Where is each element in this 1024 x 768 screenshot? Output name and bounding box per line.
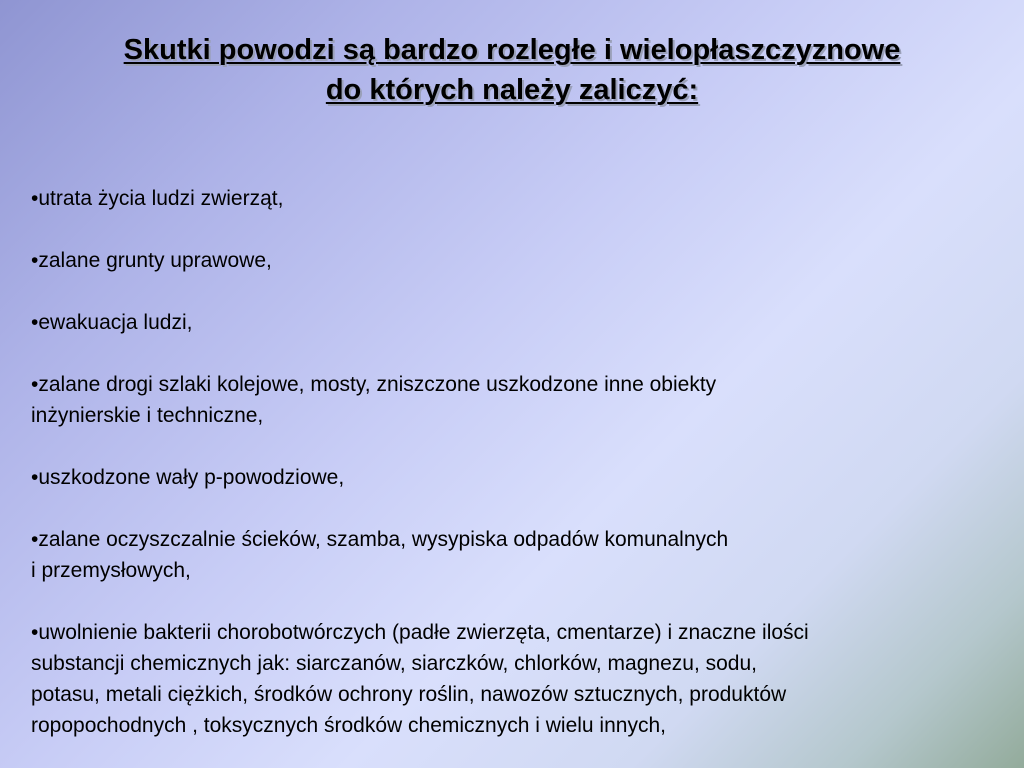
bullet-item-text: ewakuacja ludzi,	[38, 311, 193, 334]
bullet-item-text-line-2: substancji chemicznych jak: siarczanów, siarczków, chlorków, magnezu, sodu,	[31, 652, 757, 675]
bullet-point-icon: •	[31, 373, 39, 396]
bullet-item-7	[31, 617, 991, 741]
bullet-item-text-line-1: zalane oczyszczalnie ścieków, szamba, wysypiska odpadów komunalnych	[38, 528, 729, 551]
bullet-item-text: uszkodzone wały p-powodziowe,	[38, 466, 345, 489]
bullet-point-icon: •	[31, 249, 39, 272]
bullet-item-text-line-3: potasu, metali ciężkich, środków ochrony roślin, nawozów sztucznych, produktów	[31, 683, 787, 706]
bullet-item-1	[31, 183, 991, 214]
bullet-item-6	[31, 524, 991, 586]
bullet-item-text: utrata życia ludzi zwierząt,	[38, 187, 284, 210]
bullet-item-text-line-4: ropopochodnych , toksycznych środków chemicznych i wielu innych,	[31, 714, 666, 737]
bullet-item-4	[31, 369, 991, 431]
bullet-item-5	[31, 462, 991, 493]
slide-title	[30, 30, 994, 110]
bullet-point-icon: •	[31, 311, 39, 334]
slide-title-line-1: Skutki powodzi są bardzo rozległe i wielopłaszczyznowe	[123, 34, 901, 66]
bullet-item-2	[31, 245, 991, 276]
bullet-item-text: zalane grunty uprawowe,	[38, 249, 272, 272]
bullet-point-icon: •	[31, 621, 39, 644]
bullet-item-text-line-2: i przemysłowych,	[31, 559, 191, 582]
bullet-point-icon: •	[31, 528, 39, 551]
bullet-item-3	[31, 307, 991, 338]
bullet-item-text-line-2: inżynierskie i techniczne,	[31, 404, 264, 427]
bullet-item-text-line-1: zalane drogi szlaki kolejowe, mosty, zniszczone uszkodzone inne obiekty	[38, 373, 717, 396]
bullet-item-text-line-1: uwolnienie bakterii chorobotwórczych (padłe zwierzęta, cmentarze) i znaczne ilości	[38, 621, 809, 644]
bullet-list	[31, 183, 991, 741]
bullet-point-icon: •	[31, 466, 39, 489]
bullet-point-icon: •	[31, 187, 39, 210]
slide-title-line-2: do których należy zaliczyć:	[325, 74, 699, 106]
